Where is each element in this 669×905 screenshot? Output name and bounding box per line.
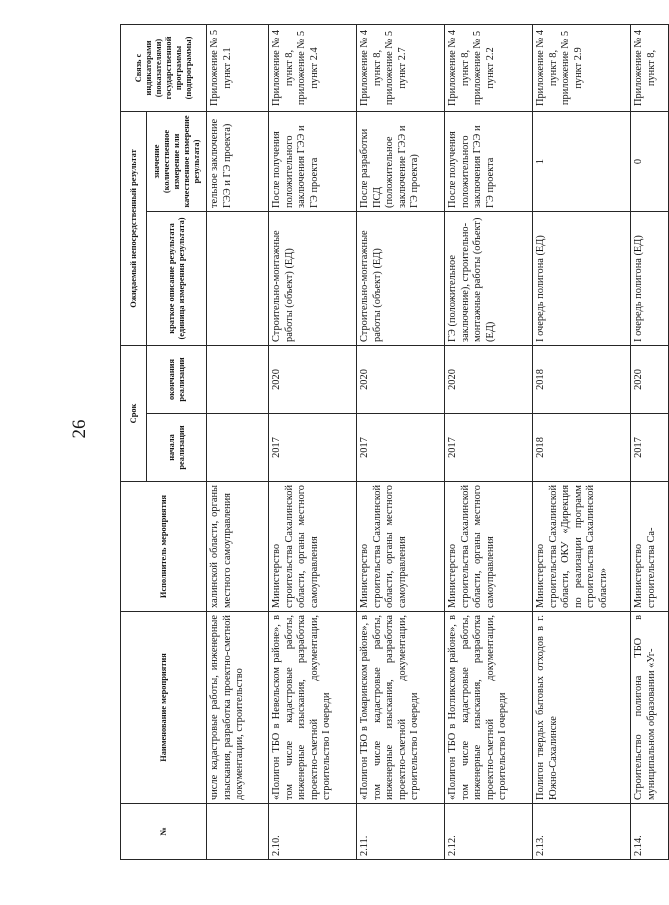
table-row: [207, 24, 269, 859]
cell-link: Приложение № 4 пункт 8, приложение № 5 пункт 2.4: [269, 24, 357, 111]
cell-link: Приложение № 4 пункт 8, приложение № 5 пункт 2.7: [357, 24, 445, 111]
cell-executor: Министерство строительства Сахалинской области, ОКУ «Дирекция по реализации программ строительства Сахалинской области»: [533, 482, 631, 612]
col-header-expected: Ожидаемый непосредственный результат: [121, 111, 147, 345]
page-number: 26: [69, 419, 90, 439]
cell-end: 2020: [631, 345, 669, 413]
program-measures-table: [120, 24, 669, 860]
cell-num: 2.12.: [445, 804, 533, 860]
cell-value: тельное заключение ГЭЭ и ГЭ проекта): [207, 111, 269, 211]
col-header-short-desc: краткое описание результата (единица измерения результата): [147, 211, 207, 345]
cell-start: [207, 414, 269, 482]
cell-start: 2018: [533, 414, 631, 482]
cell-link: Приложение № 4 пункт 8,: [631, 24, 669, 111]
cell-name: «Полигон ТБО в Томаринском районе», в том числе кадастровые работы, инженерные изыскания, разработка проектно-сметной документации, строительство I очереди: [357, 612, 445, 804]
rotated-table-sheet: [120, 25, 657, 860]
cell-name: Полигон твердых бытовых отходов в г. Южно-Сахалинске: [533, 612, 631, 804]
cell-end: [207, 345, 269, 413]
cell-value: 0: [631, 111, 669, 211]
cell-num: 2.11.: [357, 804, 445, 860]
cell-value: 1: [533, 111, 631, 211]
col-header-value: значение (количественное измерение или качественное измерение результата): [147, 111, 207, 211]
cell-executor: Министерство строительства Сахалинской области, органы местного самоуправления: [269, 482, 357, 612]
col-header-start: начала реализации: [147, 414, 207, 482]
cell-value: После получения положительного заключения ГЭЭ и ГЭ проекта: [269, 111, 357, 211]
cell-executor: халинской области, органы местного самоуправления: [207, 482, 269, 612]
cell-start: 2017: [357, 414, 445, 482]
cell-desc: Строительно-монтажные работы (объект) (ЕД): [357, 211, 445, 345]
cell-name: числе кадастровые работы, инженерные изыскания, разработка проектно-сметной документации, строительство: [207, 612, 269, 804]
cell-link: Приложение № 5 пункт 2.1: [207, 24, 269, 111]
cell-executor: Министерство строительства Сахалинской области, органы местного самоуправления: [445, 482, 533, 612]
cell-link: Приложение № 4 пункт 8, приложение № 5 пункт 2.9: [533, 24, 631, 111]
table-row: [269, 24, 357, 859]
cell-name: Строительство полигона ТБО в муниципальном образовании «Уг-: [631, 612, 669, 804]
col-header-name: Наименование мероприятия: [121, 612, 207, 804]
cell-num: [207, 804, 269, 860]
cell-executor: Министерство строительства Сахалинской области, органы местного самоуправления: [357, 482, 445, 612]
cell-value: После разработки ПСД (положительное заключение ГЭЭ и ГЭ проекта): [357, 111, 445, 211]
cell-start: 2017: [269, 414, 357, 482]
cell-start: 2017: [445, 414, 533, 482]
col-header-num: №: [121, 804, 207, 860]
cell-desc: I очередь полигона (ЕД): [533, 211, 631, 345]
table-row: [631, 24, 669, 859]
cell-num: 2.10.: [269, 804, 357, 860]
cell-num: 2.13.: [533, 804, 631, 860]
col-header-link: Связь с индикаторами (показателями) государственной программы (подпрограммы): [121, 24, 207, 111]
cell-desc: [207, 211, 269, 345]
cell-executor: Министерство строительства Са-: [631, 482, 669, 612]
cell-end: 2020: [357, 345, 445, 413]
cell-name: «Полигон ТБО в Невельском районе», в том числе кадастровые работы, инженерные изыскания, разработка проектно-сметной документации, строительство I очереди: [269, 612, 357, 804]
header-row-1: [121, 24, 147, 859]
cell-desc: I очередь полигона (ЕД): [631, 211, 669, 345]
col-header-end: окончания реализации: [147, 345, 207, 413]
cell-link: Приложение № 4 пункт 8, приложение № 5 пункт 2.2: [445, 24, 533, 111]
cell-name: «Полигон ТБО в Ногликском районе», в том числе кадастровые работы, инженерные изыскания, разработка проектно-сметной документации, строительство I очереди: [445, 612, 533, 804]
table-row: [357, 24, 445, 859]
cell-value: После получения положительного заключения ГЭЭ и ГЭ проекта: [445, 111, 533, 211]
cell-end: 2018: [533, 345, 631, 413]
cell-start: 2017: [631, 414, 669, 482]
cell-desc: ГЭ (положительное заключение), строительно-монтажные работы (объект) (ЕД): [445, 211, 533, 345]
table-row: [533, 24, 631, 859]
col-header-executor: Исполнитель мероприятия: [121, 482, 207, 612]
cell-desc: Строительно-монтажные работы (объект) (ЕД): [269, 211, 357, 345]
cell-num: 2.14.: [631, 804, 669, 860]
table-row: [445, 24, 533, 859]
col-header-term: Срок: [121, 345, 147, 481]
cell-end: 2020: [269, 345, 357, 413]
cell-end: 2020: [445, 345, 533, 413]
